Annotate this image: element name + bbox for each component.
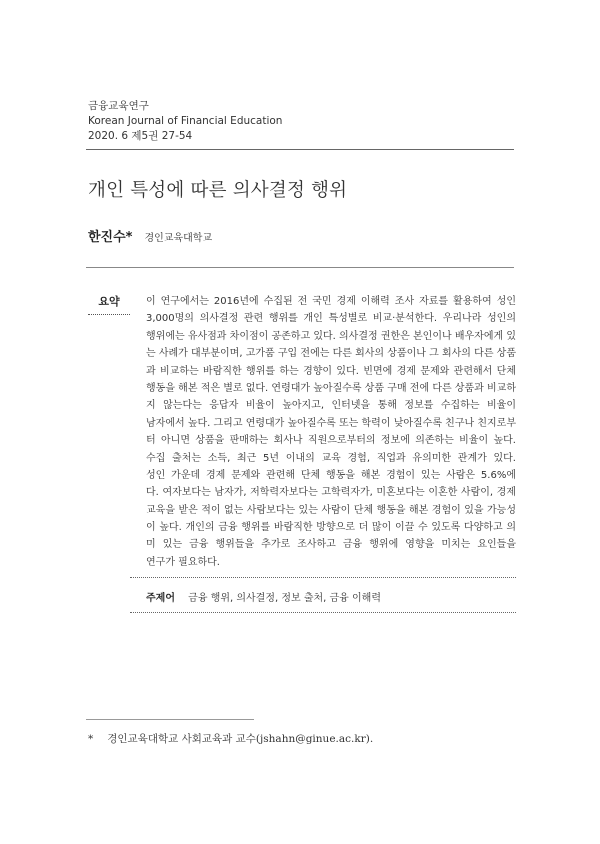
abstract-line: 이 높다. 개인의 금융 행위를 바람직한 방향으로 더 많이 이끌 수 있도록 다양하고 의	[146, 522, 516, 534]
abstract-line: 수집 출처는 소득, 최근 5년 이내의 교육 경험, 직업과 유의미한 관계가 있다.	[146, 452, 516, 464]
abstract-line: 성인 가운데 경제 문제와 관련해 단체 행동을 해본 경험이 있는 사람은 5.6%에	[146, 469, 516, 481]
footnote	[88, 731, 373, 746]
journal-issue: 2020. 6 제5권 27-54	[88, 130, 193, 142]
keywords-text: 금융 행위, 의사결정, 정보 출처, 금융 이해력	[188, 593, 382, 604]
abstract-line: 교육을 받은 적이 없는 사람보다는 있는 사람이 단체 행동을 해본 경험이 있을 가능성	[146, 504, 516, 516]
keywords-row	[146, 589, 381, 604]
abstract-line: 행동을 해본 적은 별로 없다. 연령대가 높아질수록 상품 구매 전에 다른 상품과 비교하	[146, 382, 516, 394]
header-divider	[86, 149, 514, 150]
abstract-line: 는 사례가 대부분이며, 고가품 구입 전에는 다른 회사의 상품이나 그 회사의 다른 상품	[146, 348, 516, 360]
abstract-line: 남자에서 높다. 그리고 연령대가 높아질수록 또는 학력이 낮아질수록 친구나 친지로부	[146, 417, 516, 429]
author-affiliation: 경인교육대학교	[144, 233, 213, 244]
keywords-bottom-divider	[130, 612, 516, 613]
footnote-divider	[86, 719, 254, 720]
title-divider	[86, 267, 514, 268]
abstract-line: 과 비교하는 바람직한 행위를 하는 경향이 있다. 빈면에 경제 문제와 관련해서 단체	[146, 365, 516, 377]
abstract-line: 미 있는 금융 행위들을 추가로 조사하고 금융 행위에 영향을 미치는 요인들을	[146, 539, 516, 551]
journal-korean-name: 금융교육연구	[88, 100, 149, 112]
abstract-line: 지 않는다는 응답자 비율이 높아지고, 인터넷을 통해 정보를 수집하는 비율이	[146, 400, 516, 412]
abstract-line: 터 아니면 상품을 판매하는 회사나 직원으로부터의 정보에 의존하는 비율이 높다.	[146, 435, 516, 447]
paper-title: 개인 특성에 따른 의사결정 행위	[88, 180, 348, 201]
abstract-label: 요약	[88, 293, 130, 315]
abstract-body	[146, 293, 516, 571]
footnote-mark: *	[88, 733, 94, 745]
footnote-text: 경인교육대학교 사회교육과 교수(jshahn@ginue.ac.kr).	[107, 733, 374, 745]
author-name: 한진수*	[88, 230, 133, 245]
abstract-line: 행위에는 유사점과 차이점이 공존하고 있다. 의사결정 권한은 본인이나 배우자에게 있	[146, 330, 516, 342]
abstract-line: 이 연구에서는 2016년에 수집된 전 국민 경제 이해력 조사 자료를 활용하여 성인	[146, 296, 516, 307]
abstract-line: 다. 여자보다는 남자가, 저학력자보다는 고학력자가, 미혼보다는 이혼한 사람이, 경제	[146, 487, 516, 499]
keywords-label: 주제어	[146, 593, 175, 604]
abstract-line: 3,000명의 의사결정 관련 행위를 개인 특성별로 비교·분석한다. 우리나라 성인의	[146, 313, 516, 325]
author-block	[88, 226, 212, 245]
journal-header	[88, 99, 518, 144]
abstract-line: 연구가 필요하다.	[146, 556, 220, 568]
keywords-top-divider	[130, 577, 516, 578]
journal-english-name: Korean Journal of Financial Education	[88, 115, 283, 127]
